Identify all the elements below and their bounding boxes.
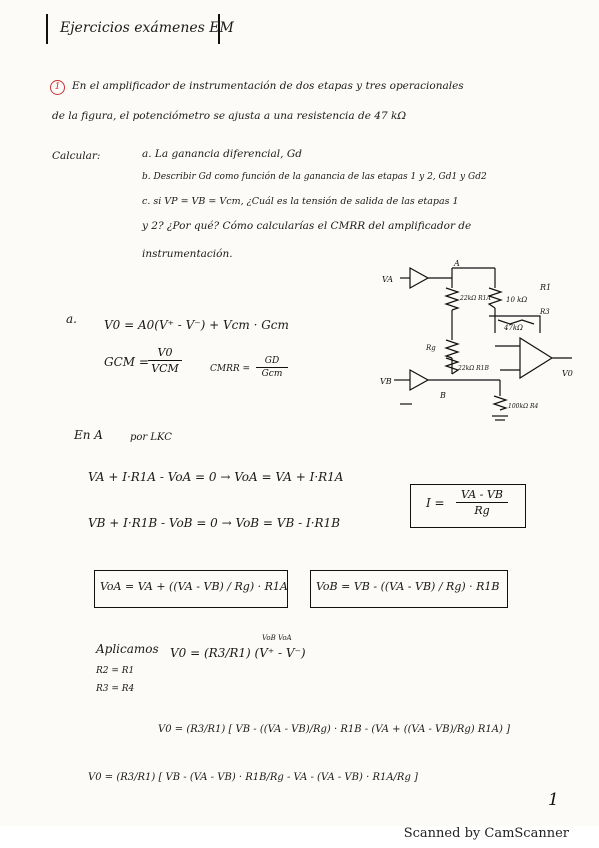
por-lkc-label: por LKC xyxy=(130,432,172,443)
item-a: a. La ganancia diferencial, Gd xyxy=(142,148,302,160)
aplicamos-label: Aplicamos xyxy=(96,642,159,656)
item-c-line-3: instrumentación. xyxy=(142,248,233,260)
resistor-r1a xyxy=(446,288,458,310)
page-number: 1 xyxy=(548,790,559,810)
vb-label: VB xyxy=(380,377,392,386)
node-a-label: A xyxy=(454,259,460,268)
calcular-label: Calcular: xyxy=(52,150,101,162)
scanner-credit: Scanned by CamScanner xyxy=(403,826,569,841)
eq-kvl-b: VB + I·R1B - VoB = 0 → VoB = VB - I·R1B xyxy=(88,516,341,530)
item-b: b. Describir Gd como función de la ganancia de las etapas 1 y 2, Gd1 y Gd2 xyxy=(142,172,487,182)
eq-long-2: V0 = (R3/R1) [ VB - (VA - VB) · R1B/Rg - VA - (VA - VB) · R1A/Rg ] xyxy=(88,772,418,783)
condition-r2-r1: R2 = R1 xyxy=(96,666,135,676)
gcm-fraction xyxy=(148,346,182,375)
current-fraction xyxy=(456,488,508,517)
boxed-vob: VoB = VB - ((VA - VB) / Rg) · R1B xyxy=(316,580,500,593)
current-numerator: VA - VB xyxy=(461,488,503,501)
statement-line-2: de la figura, el potenciómetro se ajusta a una resistencia de 47 kΩ xyxy=(52,110,407,122)
r1a-label: 22kΩ R1A xyxy=(460,295,491,302)
apply-superscripts: VoB VoA xyxy=(262,634,292,642)
eq-gcm-lhs: GCM = xyxy=(104,355,149,369)
resistor-r4 xyxy=(494,396,506,410)
r4-label: 100kΩ R4 xyxy=(508,403,539,410)
r1b-label: 22kΩ R1B xyxy=(458,365,489,372)
cmrr-denominator: Gcm xyxy=(261,369,283,379)
page-title: Ejercicios exámenes EM xyxy=(60,20,234,36)
current-lhs: I = xyxy=(426,496,445,510)
opamp-2-symbol xyxy=(410,370,428,390)
opamp-3-symbol xyxy=(520,338,552,378)
gcm-numerator: V0 xyxy=(157,346,173,359)
statement-line-1: En el amplificador de instrumentación de dos etapas y tres operacionales xyxy=(72,80,464,92)
r1-label: R1 xyxy=(540,283,552,292)
current-denominator: Rg xyxy=(474,504,490,517)
r3-label: R3 xyxy=(540,308,550,316)
problem-number-circle xyxy=(50,78,65,95)
part-a-label: a. xyxy=(66,312,77,326)
r3-value: 47kΩ xyxy=(504,324,523,332)
va-label: VA xyxy=(382,275,394,284)
boxed-voa: VoA = VA + ((VA - VB) / Rg) · R1A xyxy=(100,580,288,593)
node-b-label: B xyxy=(440,391,446,400)
instrumentation-amp-circuit xyxy=(380,258,580,428)
en-a-label: En A xyxy=(74,428,103,442)
gcm-denominator: VCM xyxy=(151,362,179,375)
condition-r3-r4: R3 = R4 xyxy=(96,684,135,694)
eq-apply: V0 = (R3/R1) (V⁺ - V⁻) xyxy=(170,646,306,660)
item-c-line-2: y 2? ¿Por qué? Cómo calcularías el CMRR del amplificador de xyxy=(142,220,472,232)
eq-cmrr-lhs: CMRR = xyxy=(210,364,251,374)
cmrr-numerator: GD xyxy=(264,356,280,366)
eq-vo-general: V0 = A0(V⁺ - V⁻) + Vcm · Gcm xyxy=(104,318,289,332)
vo-label: V0 xyxy=(562,369,573,378)
cmrr-fraction xyxy=(256,356,288,379)
resistor-rg xyxy=(446,340,458,358)
r1-value: 10 kΩ xyxy=(506,296,528,304)
rg-label: Rg xyxy=(426,344,436,352)
item-c-line-1: c. si VP = VB = Vcm, ¿Cuál es la tensión de salida de las etapas 1 xyxy=(142,196,459,207)
problem-number: 1 xyxy=(50,80,65,95)
opamp-1-symbol xyxy=(410,268,428,288)
eq-kvl-a: VA + I·R1A - VoA = 0 → VoA = VA + I·R1A xyxy=(88,470,344,484)
eq-long-1: V0 = (R3/R1) [ VB - ((VA - VB)/Rg) · R1B - (VA + ((VA - VB)/Rg) R1A) ] xyxy=(158,724,510,735)
